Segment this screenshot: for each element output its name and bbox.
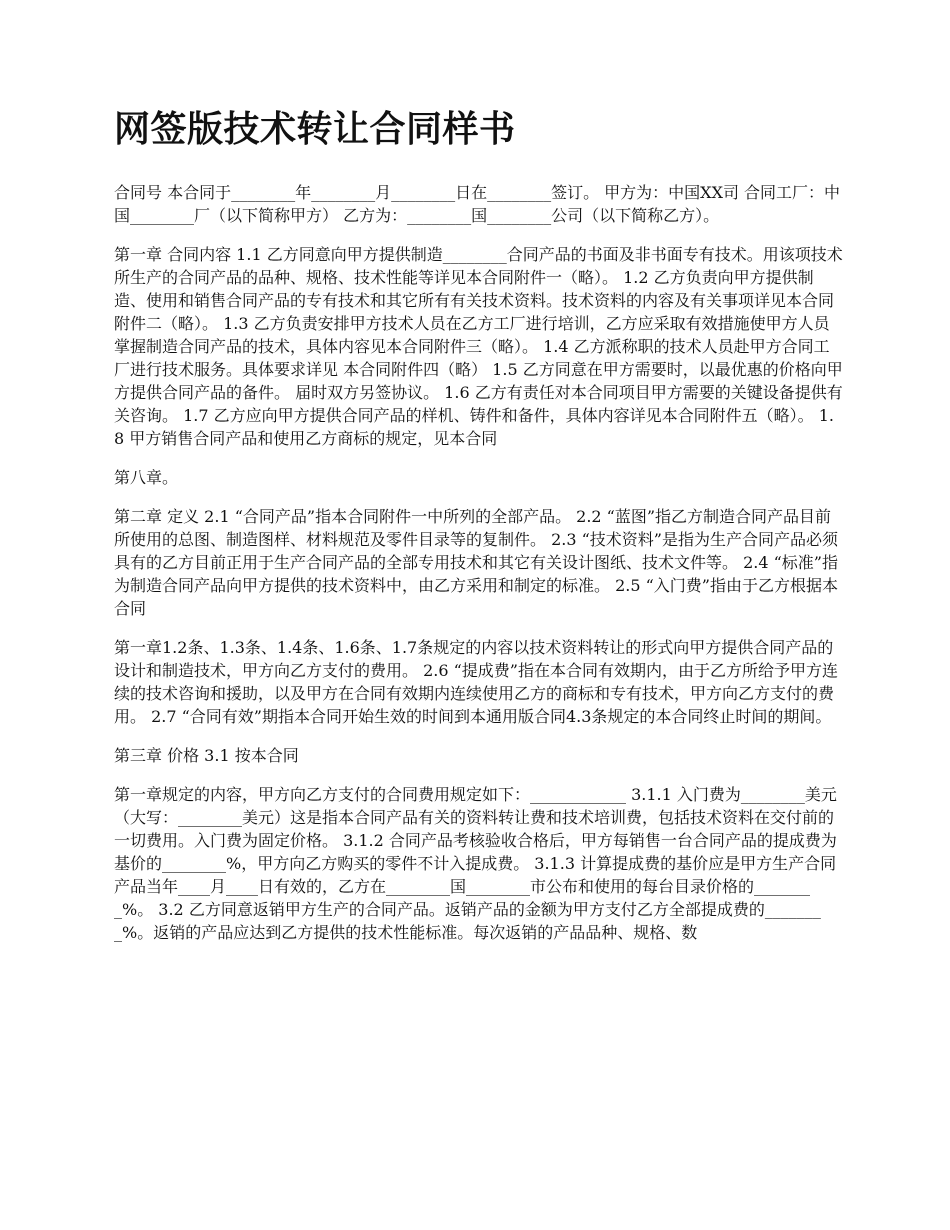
document-title: 网签版技术转让合同样书 <box>114 109 516 150</box>
paragraph-chapter-1-ref: 第一章1.2条、1.3条、1.4条、1.6条、1.7条规定的内容以技术资料转让的形式向甲方提供合同产品的设计和制造技术，甲方向乙方支付的费用。 2.6 “提成费”指在本合同有效期内，由于乙方所给予甲方连续的技术咨询和援助，以及甲方在合同有效期内连续使用乙方的商标和专有技术，甲方向乙方支付的费用。 2.7 “合同有效”期指本合同开始生效的时间到本通用版合同4.3条规定的本合同终止时间的期间。 <box>114 638 838 727</box>
document-page <box>114 108 844 960</box>
paragraph-chapter-2: 第二章 定义 2.1 “合同产品”指本合同附件一中所列的全部产品。 2.2 “蓝图”指乙方制造合同产品目前所使用的总图、制造图样、材料规范及零件目录等的复制件。 2.3 “技术资料”是指为生产合同产品必须具有的乙方目前正用于生产合同产品的全部专用技术和其它有关设计图纸、技术文件等。 2.4 “标准”指为制造合同产品向甲方提供的技术资料中，由乙方采用和制定的标准。 2.5 “入门费”指由于乙方根据本合同 <box>114 507 838 619</box>
paragraph-pricing: 第一章规定的内容，甲方向乙方支付的合同费用规定如下：____________ 3.1.1 入门费为________美元（大写：________美元）这是指本合同产品有关的资料转让费和技术培训费，包括技术资料在交付前的一切费用。入门费为固定价格。 3.1.2 合同产品考核验收合格后，甲方每销售一台合同产品的提成费为基价的________%，甲方向乙方购买的零件不计入提成费。 3.1.3 计算提成费的基价应是甲方生产合同产品当年____月____日有效的，乙方在________国________市公布和使用的每台目录价格的________%。 3.2 乙方同意返销甲方生产的合同产品。返销产品的金额为甲方支付乙方全部提成费的________%。返销的产品应达到乙方提供的技术性能标准。每次返销的产品品种、规格、数 <box>114 785 837 943</box>
paragraph-chapter-1: 第一章 合同内容 1.1 乙方同意向甲方提供制造________合同产品的书面及非书面专有技术。用该项技术所生产的合同产品的品种、规格、技术性能等详见本合同附件一（略）。 1.2 乙方负责向甲方提供制造、使用和销售合同产品的专有技术和其它所有有关技术资料。技术资料的内容及有关事项详见本合同附件二（略）。 1.3 乙方负责安排甲方技术人员在乙方工厂进行培训，乙方应采取有效措施使甲方人员掌握制造合同产品的技术，具体内容见本合同附件三（略）。 1.4 乙方派称职的技术人员赴甲方合同工厂进行技术服务。具体要求详见 本合同附件四（略） 1.5 乙方同意在甲方需要时，以最优惠的价格向甲方提供合同产品的备件。 届时双方另签协议。 1.6 乙方有责任对本合同项目甲方需要的关键设备提供有关咨询。 1.7 乙方应向甲方提供合同产品的样机、铸件和备件，具体内容详见本合同附件五（略）。 1.8 甲方销售合同产品和使用乙方商标的规定，见本合同 <box>114 245 843 449</box>
paragraph-parties: 合同号 本合同于________年________月________日在________签订。 甲方为：中国XX司 合同工厂：中国________厂（以下简称甲方） 乙方为：________国________公司（以下简称乙方）。 <box>114 183 841 226</box>
paragraph-chapter-3: 第三章 价格 3.1 按本合同 <box>114 746 299 766</box>
paragraph-chapter-8-ref: 第八章。 <box>114 468 179 488</box>
